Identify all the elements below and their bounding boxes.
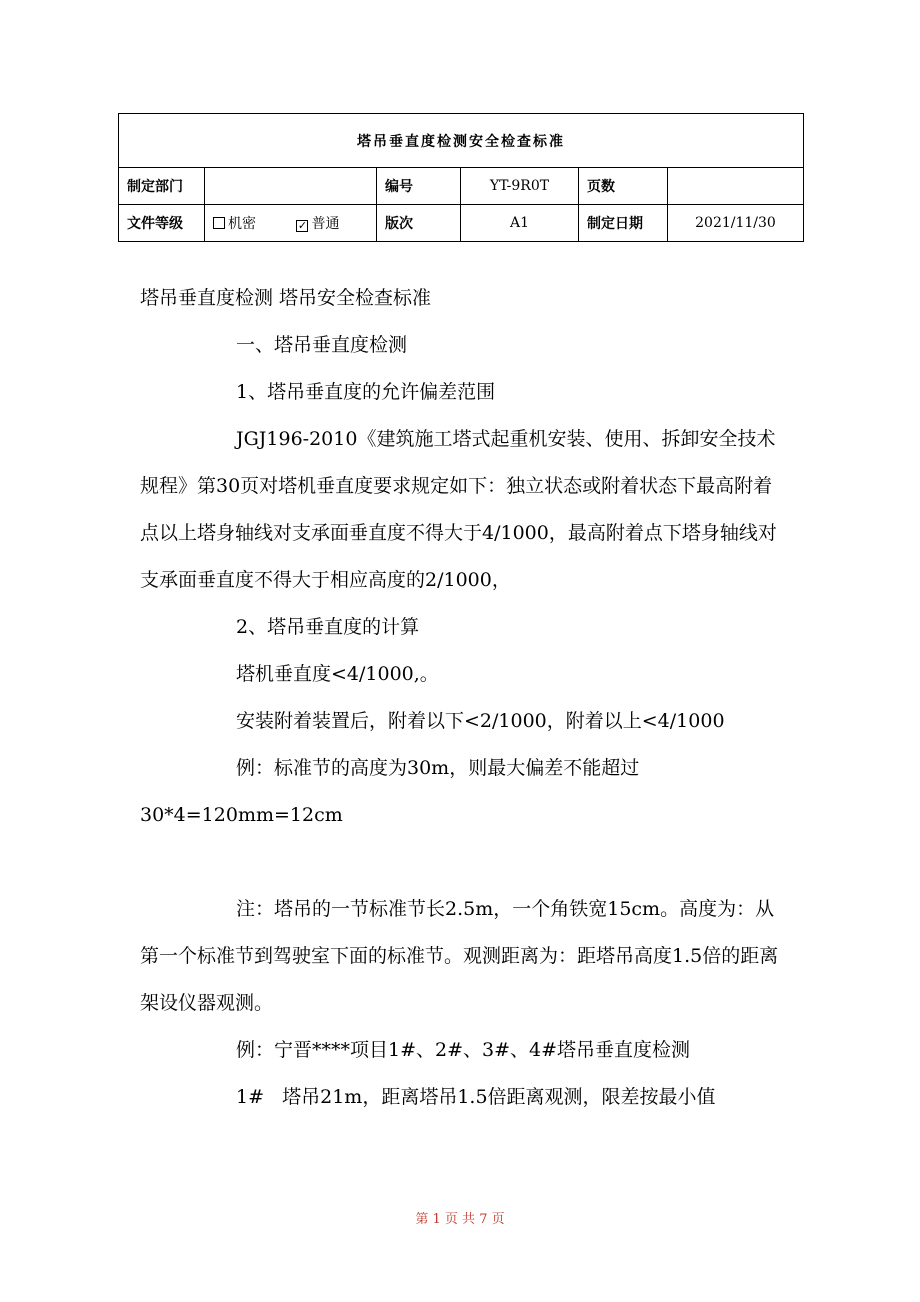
option-normal (296, 213, 339, 233)
paragraph-example: 例：标准节的高度为30m，则最大偏差不能超过 (236, 757, 640, 779)
subsection-heading-2: 2、塔吊垂直度的计算 (236, 616, 420, 638)
option-secret (213, 213, 256, 233)
version-label: 版次 (377, 205, 461, 242)
checkbox-empty-icon (213, 217, 225, 229)
code-label: 编号 (377, 168, 461, 205)
pages-value (668, 168, 804, 205)
date-label: 制定日期 (579, 205, 668, 242)
paragraph-subtitle: 塔吊垂直度检测 塔吊安全检查标准 (140, 287, 432, 309)
paragraph-limit: 塔机垂直度<4/1000,。 (236, 663, 439, 685)
document-header-table (118, 113, 804, 242)
option-secret-label: 机密 (228, 216, 256, 232)
page-footer: 第 1 页 共 7 页 (415, 1212, 505, 1227)
paragraph-note: 注：塔吊的一节标准节长2.5m，一个角铁宽15cm。高度为：从第一个标准节到驾驶室下面的标准节。观测距离为：距塔吊高度1.5倍的距离架设仪器观测。 (140, 898, 779, 1014)
paragraph-regulation: JGJ196-2010《建筑施工塔式起重机安装、使用、拆卸安全技术规程》第30页对塔机垂直度要求规定如下：独立状态或附着状态下最高附着点以上塔身轴线对支承面垂直度不得大于4/1000，最高附着点下塔身轴线对支承面垂直度不得大于相应高度的2/1000， (140, 428, 777, 591)
dept-label: 制定部门 (119, 168, 205, 205)
pages-label: 页数 (579, 168, 668, 205)
paragraph-project-example: 例：宁晋****项目1#、2#、3#、4#塔吊垂直度检测 (236, 1039, 691, 1061)
paragraph-calculation: 30*4=120mm=12cm (140, 804, 343, 826)
paragraph-tower-1: 1# 塔吊21m，距离塔吊1.5倍距离观测，限差按最小值 (236, 1086, 716, 1108)
paragraph-attachment: 安装附着装置后，附着以下<2/1000，附着以上<4/1000 (236, 710, 725, 732)
option-normal-label: 普通 (311, 216, 340, 232)
date-value: 2021/11/30 (668, 205, 804, 242)
document-title: 塔吊垂直度检测安全检查标准 (119, 114, 804, 168)
dept-value (205, 168, 377, 205)
section-heading: 一、塔吊垂直度检测 (236, 334, 408, 356)
version-value: A1 (461, 205, 579, 242)
code-value: YT-9R0T (461, 168, 579, 205)
document-body (140, 275, 780, 1121)
level-options (205, 205, 377, 242)
checkbox-checked-icon: ✓ (297, 219, 308, 232)
subsection-heading-1: 1、塔吊垂直度的允许偏差范围 (236, 381, 496, 403)
blank-line (140, 839, 780, 886)
level-label: 文件等级 (119, 205, 205, 242)
